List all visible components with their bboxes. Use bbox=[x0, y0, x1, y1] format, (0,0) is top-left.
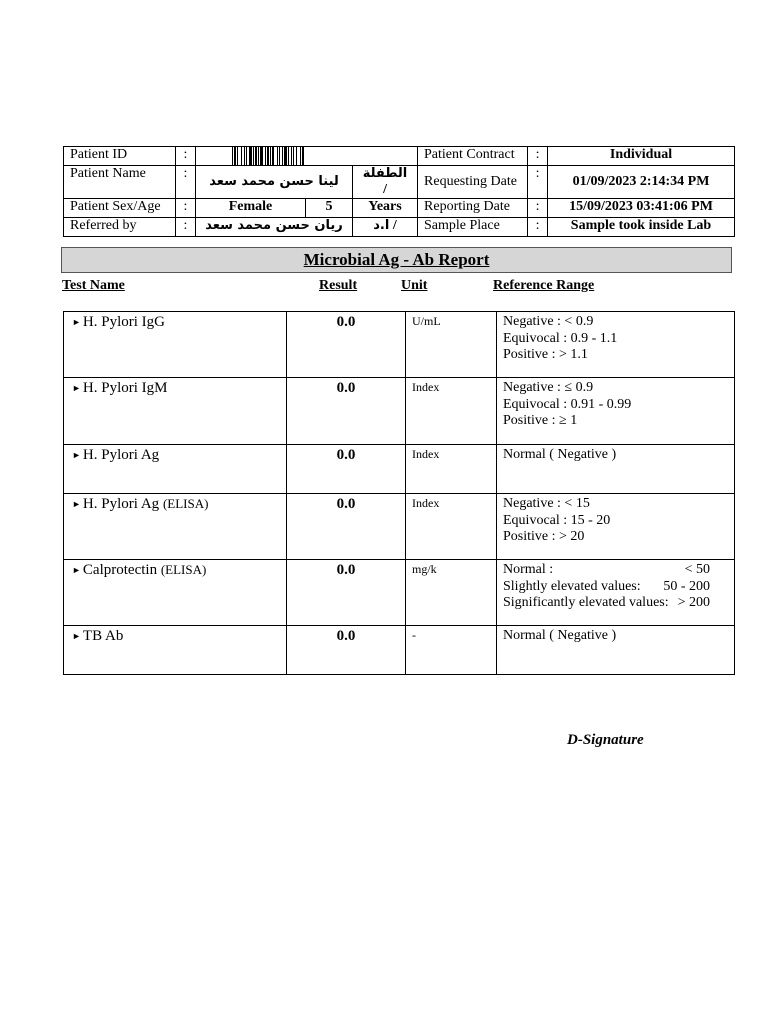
test-unit: - bbox=[406, 626, 497, 675]
barcode-icon bbox=[232, 147, 382, 165]
test-name: H. Pylori Ag bbox=[82, 447, 160, 463]
reference-value: < 50 bbox=[684, 562, 710, 577]
reference-line: Positive : ≥ 1 bbox=[503, 413, 578, 428]
test-name: H. Pylori Ag bbox=[82, 496, 160, 512]
test-name: H. Pylori IgM bbox=[82, 380, 168, 396]
table-row bbox=[64, 445, 735, 494]
test-name: TB Ab bbox=[82, 628, 124, 644]
colon: : bbox=[528, 147, 548, 166]
patient-age-value: 5 bbox=[306, 199, 353, 218]
reference-line: Normal ( Negative ) bbox=[503, 628, 617, 643]
test-name-cell bbox=[64, 445, 287, 494]
test-result: 0.0 bbox=[287, 378, 406, 445]
requesting-date-value: 01/09/2023 2:14:34 PM bbox=[548, 166, 735, 199]
test-reference-range bbox=[497, 378, 735, 445]
test-result: 0.0 bbox=[287, 445, 406, 494]
referred-by-label: Referred by bbox=[64, 218, 176, 237]
test-result: 0.0 bbox=[287, 626, 406, 675]
table-row bbox=[64, 560, 735, 626]
triangle-right-icon: ► bbox=[72, 450, 81, 460]
signature: D-Signature bbox=[567, 732, 644, 748]
requesting-date-label: Requesting Date bbox=[418, 166, 528, 199]
patient-info-table bbox=[63, 146, 735, 237]
report-title-bar bbox=[61, 247, 732, 273]
test-method: (ELISA) bbox=[160, 562, 207, 577]
referred-by-title: ا.د bbox=[373, 218, 390, 233]
triangle-right-icon: ► bbox=[72, 383, 81, 393]
test-unit: mg/k bbox=[406, 560, 497, 626]
patient-sex-value: Female bbox=[196, 199, 306, 218]
patient-contract-value: Individual bbox=[548, 147, 735, 166]
reference-line: Negative : ≤ 0.9 bbox=[503, 380, 594, 395]
test-method: (ELISA) bbox=[162, 496, 209, 511]
test-name-cell bbox=[64, 560, 287, 626]
test-name-cell bbox=[64, 312, 287, 378]
reference-value: > 200 bbox=[677, 595, 710, 610]
reference-line: Equivocal : 15 - 20 bbox=[503, 512, 611, 528]
column-header-unit: Unit bbox=[401, 278, 428, 293]
triangle-right-icon: ► bbox=[72, 631, 81, 641]
results-table bbox=[63, 311, 735, 675]
table-row bbox=[64, 312, 735, 378]
reference-label: Significantly elevated values: bbox=[503, 595, 669, 610]
reference-grid bbox=[503, 562, 728, 612]
reference-line: Equivocal : 0.91 - 0.99 bbox=[503, 396, 632, 412]
patient-title-separator: / bbox=[383, 182, 387, 197]
colon: : bbox=[176, 199, 196, 218]
colon: : bbox=[176, 218, 196, 237]
test-reference-range bbox=[497, 494, 735, 560]
test-reference-range bbox=[497, 560, 735, 626]
patient-contract-label: Patient Contract bbox=[418, 147, 528, 166]
reference-label: Normal : bbox=[503, 562, 554, 577]
test-result: 0.0 bbox=[287, 560, 406, 626]
patient-id-barcode bbox=[196, 147, 418, 166]
reporting-date-value: 15/09/2023 03:41:06 PM bbox=[548, 199, 735, 218]
reference-line: Positive : > 20 bbox=[503, 529, 585, 544]
referred-by-value: ريان حسن محمد سعد bbox=[205, 218, 343, 233]
test-result: 0.0 bbox=[287, 494, 406, 560]
triangle-right-icon: ► bbox=[72, 565, 81, 575]
table-row bbox=[64, 494, 735, 560]
patient-name-value: لينا حسن محمد سعد bbox=[209, 174, 339, 189]
colon: : bbox=[528, 166, 548, 199]
reference-line: Equivocal : 0.9 - 1.1 bbox=[503, 330, 618, 346]
colon: : bbox=[528, 218, 548, 237]
test-unit: Index bbox=[406, 494, 497, 560]
triangle-right-icon: ► bbox=[72, 499, 81, 509]
column-header-reference-range: Reference Range bbox=[493, 278, 595, 293]
colon: : bbox=[528, 199, 548, 218]
patient-id-label: Patient ID bbox=[64, 147, 176, 166]
test-name: H. Pylori IgG bbox=[82, 314, 166, 330]
report-title: Microbial Ag - Ab Report bbox=[303, 250, 490, 269]
test-unit: Index bbox=[406, 445, 497, 494]
reference-value: 50 - 200 bbox=[663, 578, 710, 594]
triangle-right-icon: ► bbox=[72, 317, 81, 327]
reference-line: Negative : < 15 bbox=[503, 496, 590, 511]
sample-place-label: Sample Place bbox=[418, 218, 528, 237]
test-name-cell bbox=[64, 626, 287, 675]
test-result: 0.0 bbox=[287, 312, 406, 378]
reference-label: Slightly elevated values: bbox=[503, 578, 641, 594]
referred-by-separator: / bbox=[392, 218, 397, 233]
patient-name-label: Patient Name bbox=[64, 166, 176, 199]
patient-age-unit: Years bbox=[353, 199, 418, 218]
table-row bbox=[64, 626, 735, 675]
test-reference-range bbox=[497, 445, 735, 494]
reference-line: Normal ( Negative ) bbox=[503, 447, 617, 462]
test-unit: U/mL bbox=[406, 312, 497, 378]
patient-sex-age-label: Patient Sex/Age bbox=[64, 199, 176, 218]
table-row bbox=[64, 378, 735, 445]
test-name-cell bbox=[64, 494, 287, 560]
test-unit: Index bbox=[406, 378, 497, 445]
column-header-result: Result bbox=[319, 278, 358, 293]
test-reference-range bbox=[497, 312, 735, 378]
reference-line: Negative : < 0.9 bbox=[503, 314, 594, 329]
reporting-date-label: Reporting Date bbox=[418, 199, 528, 218]
sample-place-value: Sample took inside Lab bbox=[548, 218, 735, 237]
patient-title-value: الطفلة bbox=[362, 166, 408, 181]
colon: : bbox=[176, 147, 196, 166]
reference-line: Positive : > 1.1 bbox=[503, 347, 588, 362]
test-name-cell bbox=[64, 378, 287, 445]
test-name: Calprotectin bbox=[82, 562, 158, 578]
colon: : bbox=[176, 166, 196, 199]
column-header-test-name: Test Name bbox=[62, 278, 125, 293]
test-reference-range bbox=[497, 626, 735, 675]
